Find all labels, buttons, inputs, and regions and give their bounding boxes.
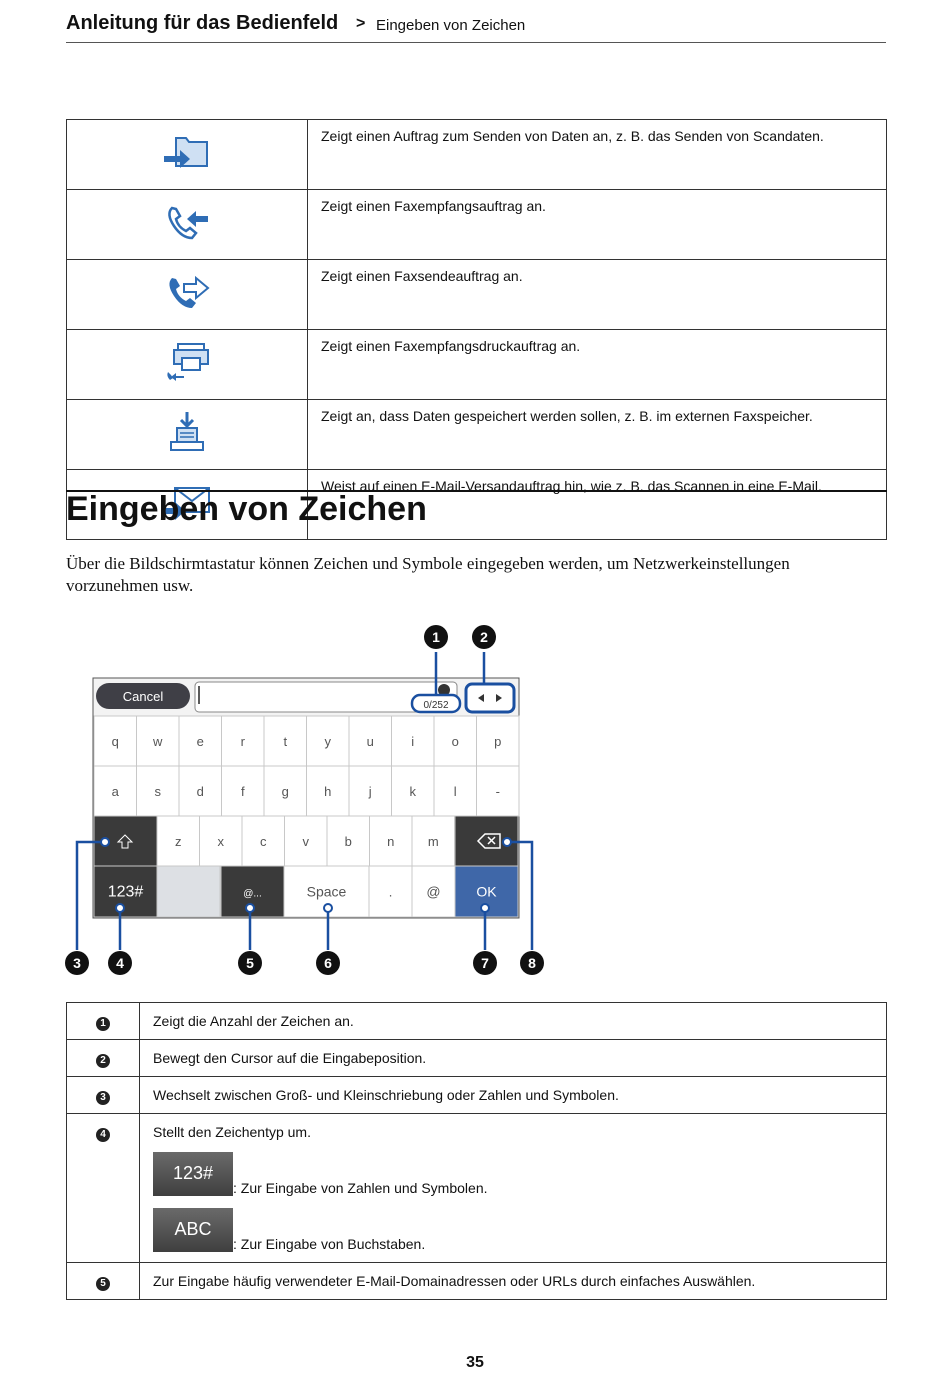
key-abc-image: ABC	[153, 1208, 233, 1252]
key-n[interactable]	[370, 816, 413, 866]
key-dot[interactable]	[369, 866, 412, 917]
callout-number: 4	[96, 1128, 110, 1142]
svg-text:j: j	[368, 784, 372, 799]
key-o[interactable]	[434, 716, 477, 766]
svg-text:6: 6	[324, 955, 332, 971]
svg-text:p: p	[494, 734, 502, 749]
key-type-row	[153, 1152, 873, 1196]
callout-3	[65, 951, 89, 975]
header-title: Anleitung für das Bedienfeld	[66, 12, 339, 34]
key-h[interactable]	[307, 766, 350, 816]
svg-text:v: v	[302, 834, 309, 849]
key-l[interactable]	[434, 766, 477, 816]
fax-receive-icon	[162, 202, 212, 242]
key-d[interactable]	[179, 766, 222, 816]
svg-text:d: d	[196, 784, 204, 799]
send-data-icon	[162, 132, 212, 172]
table-row	[67, 260, 887, 330]
table-row	[67, 1263, 887, 1300]
callout-number: 5	[96, 1277, 110, 1291]
table-row	[67, 400, 887, 470]
key-v[interactable]	[285, 816, 328, 866]
svg-text:123#: 123#	[107, 883, 144, 901]
callout-1	[424, 625, 448, 649]
header-section: Eingeben von Zeichen	[376, 17, 526, 34]
key-123[interactable]	[94, 866, 157, 917]
icon-description: Zeigt an, dass Daten gespeichert werden sollen, z. B. im externen Faxspeicher.	[308, 400, 887, 470]
save-data-icon	[162, 410, 212, 454]
table-row	[67, 120, 887, 190]
svg-text:t: t	[283, 734, 288, 749]
svg-text:i: i	[411, 734, 415, 749]
callout-number: 2	[96, 1054, 110, 1068]
legend-table	[66, 1002, 887, 1300]
key-f[interactable]	[222, 766, 265, 816]
callout-number: 3	[96, 1091, 110, 1105]
key-e[interactable]	[179, 716, 222, 766]
legend-description: Zur Eingabe häufig verwendeter E-Mail-Domainadressen oder URLs durch einfaches Auswählen.	[140, 1263, 887, 1300]
key-j[interactable]	[349, 766, 392, 816]
page-number: 35	[466, 1354, 484, 1371]
fax-send-icon	[162, 272, 212, 312]
svg-text:a: a	[111, 784, 119, 799]
svg-text:k: k	[409, 784, 416, 799]
empty-key[interactable]	[157, 866, 220, 917]
key-r[interactable]	[222, 716, 265, 766]
callout-7	[473, 951, 497, 975]
svg-text:q: q	[111, 734, 119, 749]
table-row	[67, 190, 887, 260]
svg-text:y: y	[324, 734, 331, 749]
callout-6	[316, 951, 340, 975]
key-w[interactable]	[137, 716, 180, 766]
key-at[interactable]	[412, 866, 455, 917]
table-row	[67, 330, 887, 400]
icon-description: Zeigt einen Faxempfangsdruckauftrag an.	[308, 330, 887, 400]
key-i[interactable]	[392, 716, 435, 766]
svg-text:Cancel: Cancel	[122, 689, 164, 704]
key-c[interactable]	[242, 816, 285, 866]
page-header	[66, 12, 886, 43]
header-separator: >	[356, 15, 366, 32]
key-dash[interactable]	[477, 766, 520, 816]
key-k[interactable]	[392, 766, 435, 816]
icon-description: Zeigt einen Faxempfangsauftrag an.	[308, 190, 887, 260]
svg-text:5: 5	[246, 955, 254, 971]
svg-text:@...: @...	[243, 888, 262, 900]
svg-text:f: f	[240, 784, 245, 799]
key-t[interactable]	[264, 716, 307, 766]
svg-text:x: x	[217, 834, 224, 849]
key-123-image: 123#	[153, 1152, 233, 1196]
svg-text:w: w	[153, 734, 163, 749]
svg-text:3: 3	[73, 955, 81, 971]
table-row	[67, 1114, 887, 1263]
svg-text:@: @	[426, 883, 441, 900]
icon-table	[66, 119, 887, 540]
svg-text:l: l	[453, 784, 457, 799]
svg-text:Space: Space	[306, 883, 347, 900]
icon-description: Zeigt einen Faxsendeauftrag an.	[308, 260, 887, 330]
key-type-row	[153, 1208, 873, 1252]
key-y[interactable]	[307, 716, 350, 766]
svg-text:r: r	[240, 734, 245, 749]
table-row	[67, 1040, 887, 1077]
svg-text:m: m	[427, 834, 439, 849]
callout-8	[520, 951, 544, 975]
svg-text:8: 8	[528, 955, 536, 971]
table-row	[67, 1003, 887, 1040]
intro-paragraph: Über die Bildschirmtastatur können Zeichen und Symbole eingegeben werden, um Netzwerkeinstellungen vorzunehmen usw.	[66, 554, 790, 595]
key-type-description: : Zur Eingabe von Zahlen und Symbolen.	[233, 1180, 488, 1196]
callout-5	[238, 951, 262, 975]
svg-text:4: 4	[116, 955, 124, 971]
key-m[interactable]	[412, 816, 455, 866]
cursor-arrows[interactable]	[466, 684, 514, 712]
svg-text:OK: OK	[476, 883, 497, 900]
key-u[interactable]	[349, 716, 392, 766]
svg-text:c: c	[260, 834, 267, 849]
icon-description: Weist auf einen E-Mail-Versandauftrag hin, wie z. B. das Scannen in eine E-Mail.	[308, 470, 887, 540]
svg-text:e: e	[196, 734, 204, 749]
cancel-button[interactable]	[96, 683, 190, 709]
key-b[interactable]	[327, 816, 370, 866]
key-a[interactable]	[94, 766, 137, 816]
svg-text:o: o	[451, 734, 459, 749]
key-s[interactable]	[137, 766, 180, 816]
legend-description: Stellt den Zeichentyp um.	[153, 1124, 311, 1140]
svg-text:.: .	[388, 884, 393, 900]
svg-text:1: 1	[432, 629, 440, 645]
callout-4	[108, 951, 132, 975]
callout-2	[472, 625, 496, 649]
keyboard-figure	[60, 620, 560, 980]
svg-text:7: 7	[481, 955, 489, 971]
key-type-description: : Zur Eingabe von Buchstaben.	[233, 1236, 426, 1252]
svg-text:n: n	[387, 834, 395, 849]
svg-text:z: z	[175, 834, 182, 849]
character-counter	[412, 695, 460, 712]
key-z[interactable]	[157, 816, 200, 866]
legend-description: Bewegt den Cursor auf die Eingabeposition.	[140, 1040, 887, 1077]
section-heading: Eingeben von Zeichen	[66, 490, 427, 528]
legend-description: Wechselt zwischen Groß- und Kleinschriebung oder Zahlen und Symbolen.	[140, 1077, 887, 1114]
key-p[interactable]	[477, 716, 520, 766]
table-row	[67, 1077, 887, 1114]
svg-text:g: g	[281, 784, 289, 799]
svg-text:b: b	[344, 834, 352, 849]
svg-text:2: 2	[480, 629, 488, 645]
svg-text:u: u	[366, 734, 374, 749]
icon-description: Zeigt einen Auftrag zum Senden von Daten an, z. B. das Senden von Scandaten.	[308, 120, 887, 190]
svg-text:0/252: 0/252	[423, 700, 449, 711]
svg-text:s: s	[154, 784, 161, 799]
key-q[interactable]	[94, 716, 137, 766]
legend-description: Zeigt die Anzahl der Zeichen an.	[140, 1003, 887, 1040]
svg-text:h: h	[324, 784, 332, 799]
key-g[interactable]	[264, 766, 307, 816]
callout-number: 1	[96, 1017, 110, 1031]
fax-receive-print-icon	[162, 340, 212, 384]
svg-text:-: -	[495, 784, 500, 799]
key-x[interactable]	[200, 816, 243, 866]
